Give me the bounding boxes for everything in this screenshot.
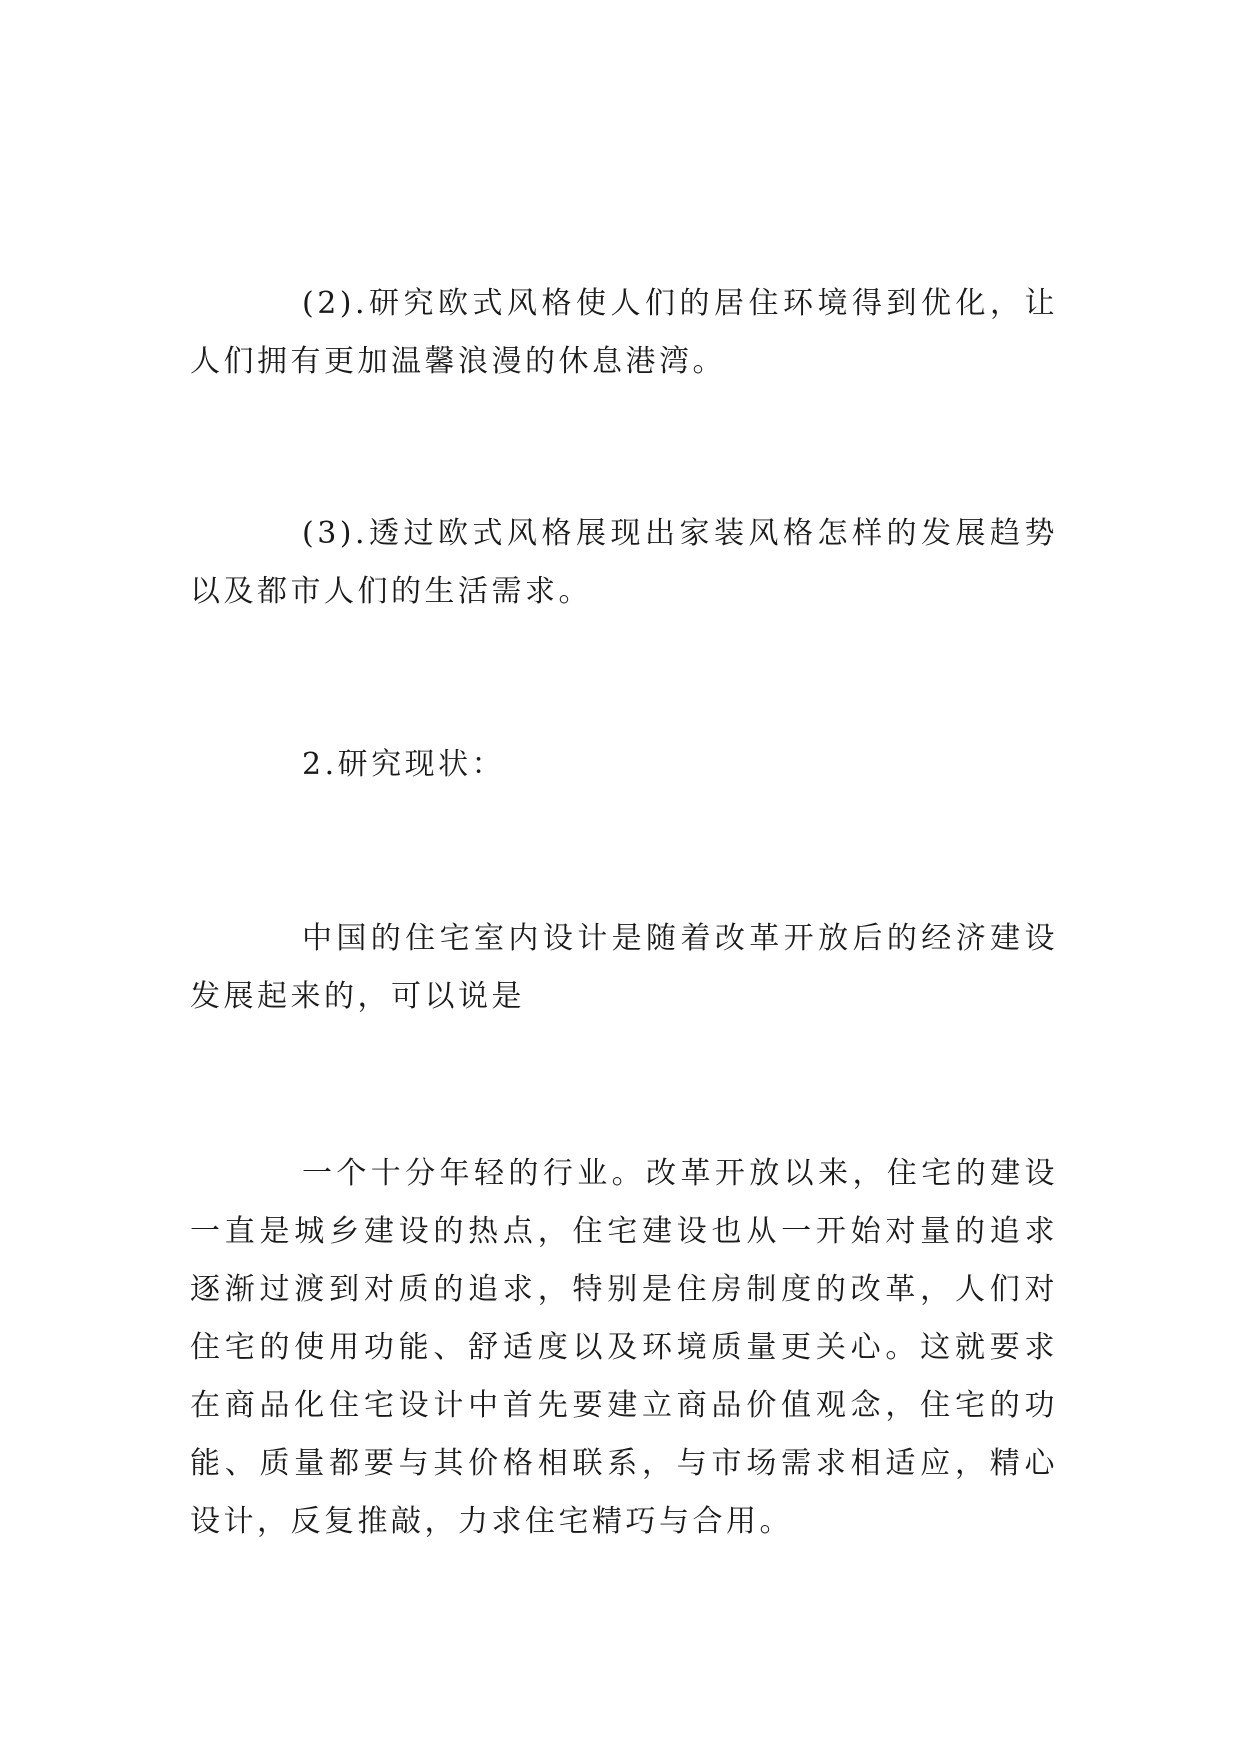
paragraph-research-objective-3: (3).透过欧式风格展现出家装风格怎样的发展趋势以及都市人们的生活需求。: [190, 516, 1058, 609]
paragraph-research-objective-2: (2).研究欧式风格使人们的居住环境得到优化，让人们拥有更加温馨浪漫的休息港湾。: [190, 286, 1058, 379]
section-heading-research-status: 2.研究现状：: [302, 747, 506, 782]
paragraph-research-status-body: 一个十分年轻的行业。改革开放以来，住宅的建设一直是城乡建设的热点，住宅建设也从一开始对量的追求逐渐过渡到对质的追求，特别是住房制度的改革，人们对住宅的使用功能、舒适度以及环境质量更关心。这就要求在商品化住宅设计中首先要建立商品价值观念，住宅的功能、质量都要与其价格相联系，与市场需求相适应，精心设计，反复推敲，力求住宅精巧与合用。: [190, 1156, 1058, 1539]
paragraph-research-status-intro: 中国的住宅室内设计是随着改革开放后的经济建设发展起来的，可以说是: [190, 921, 1058, 1014]
